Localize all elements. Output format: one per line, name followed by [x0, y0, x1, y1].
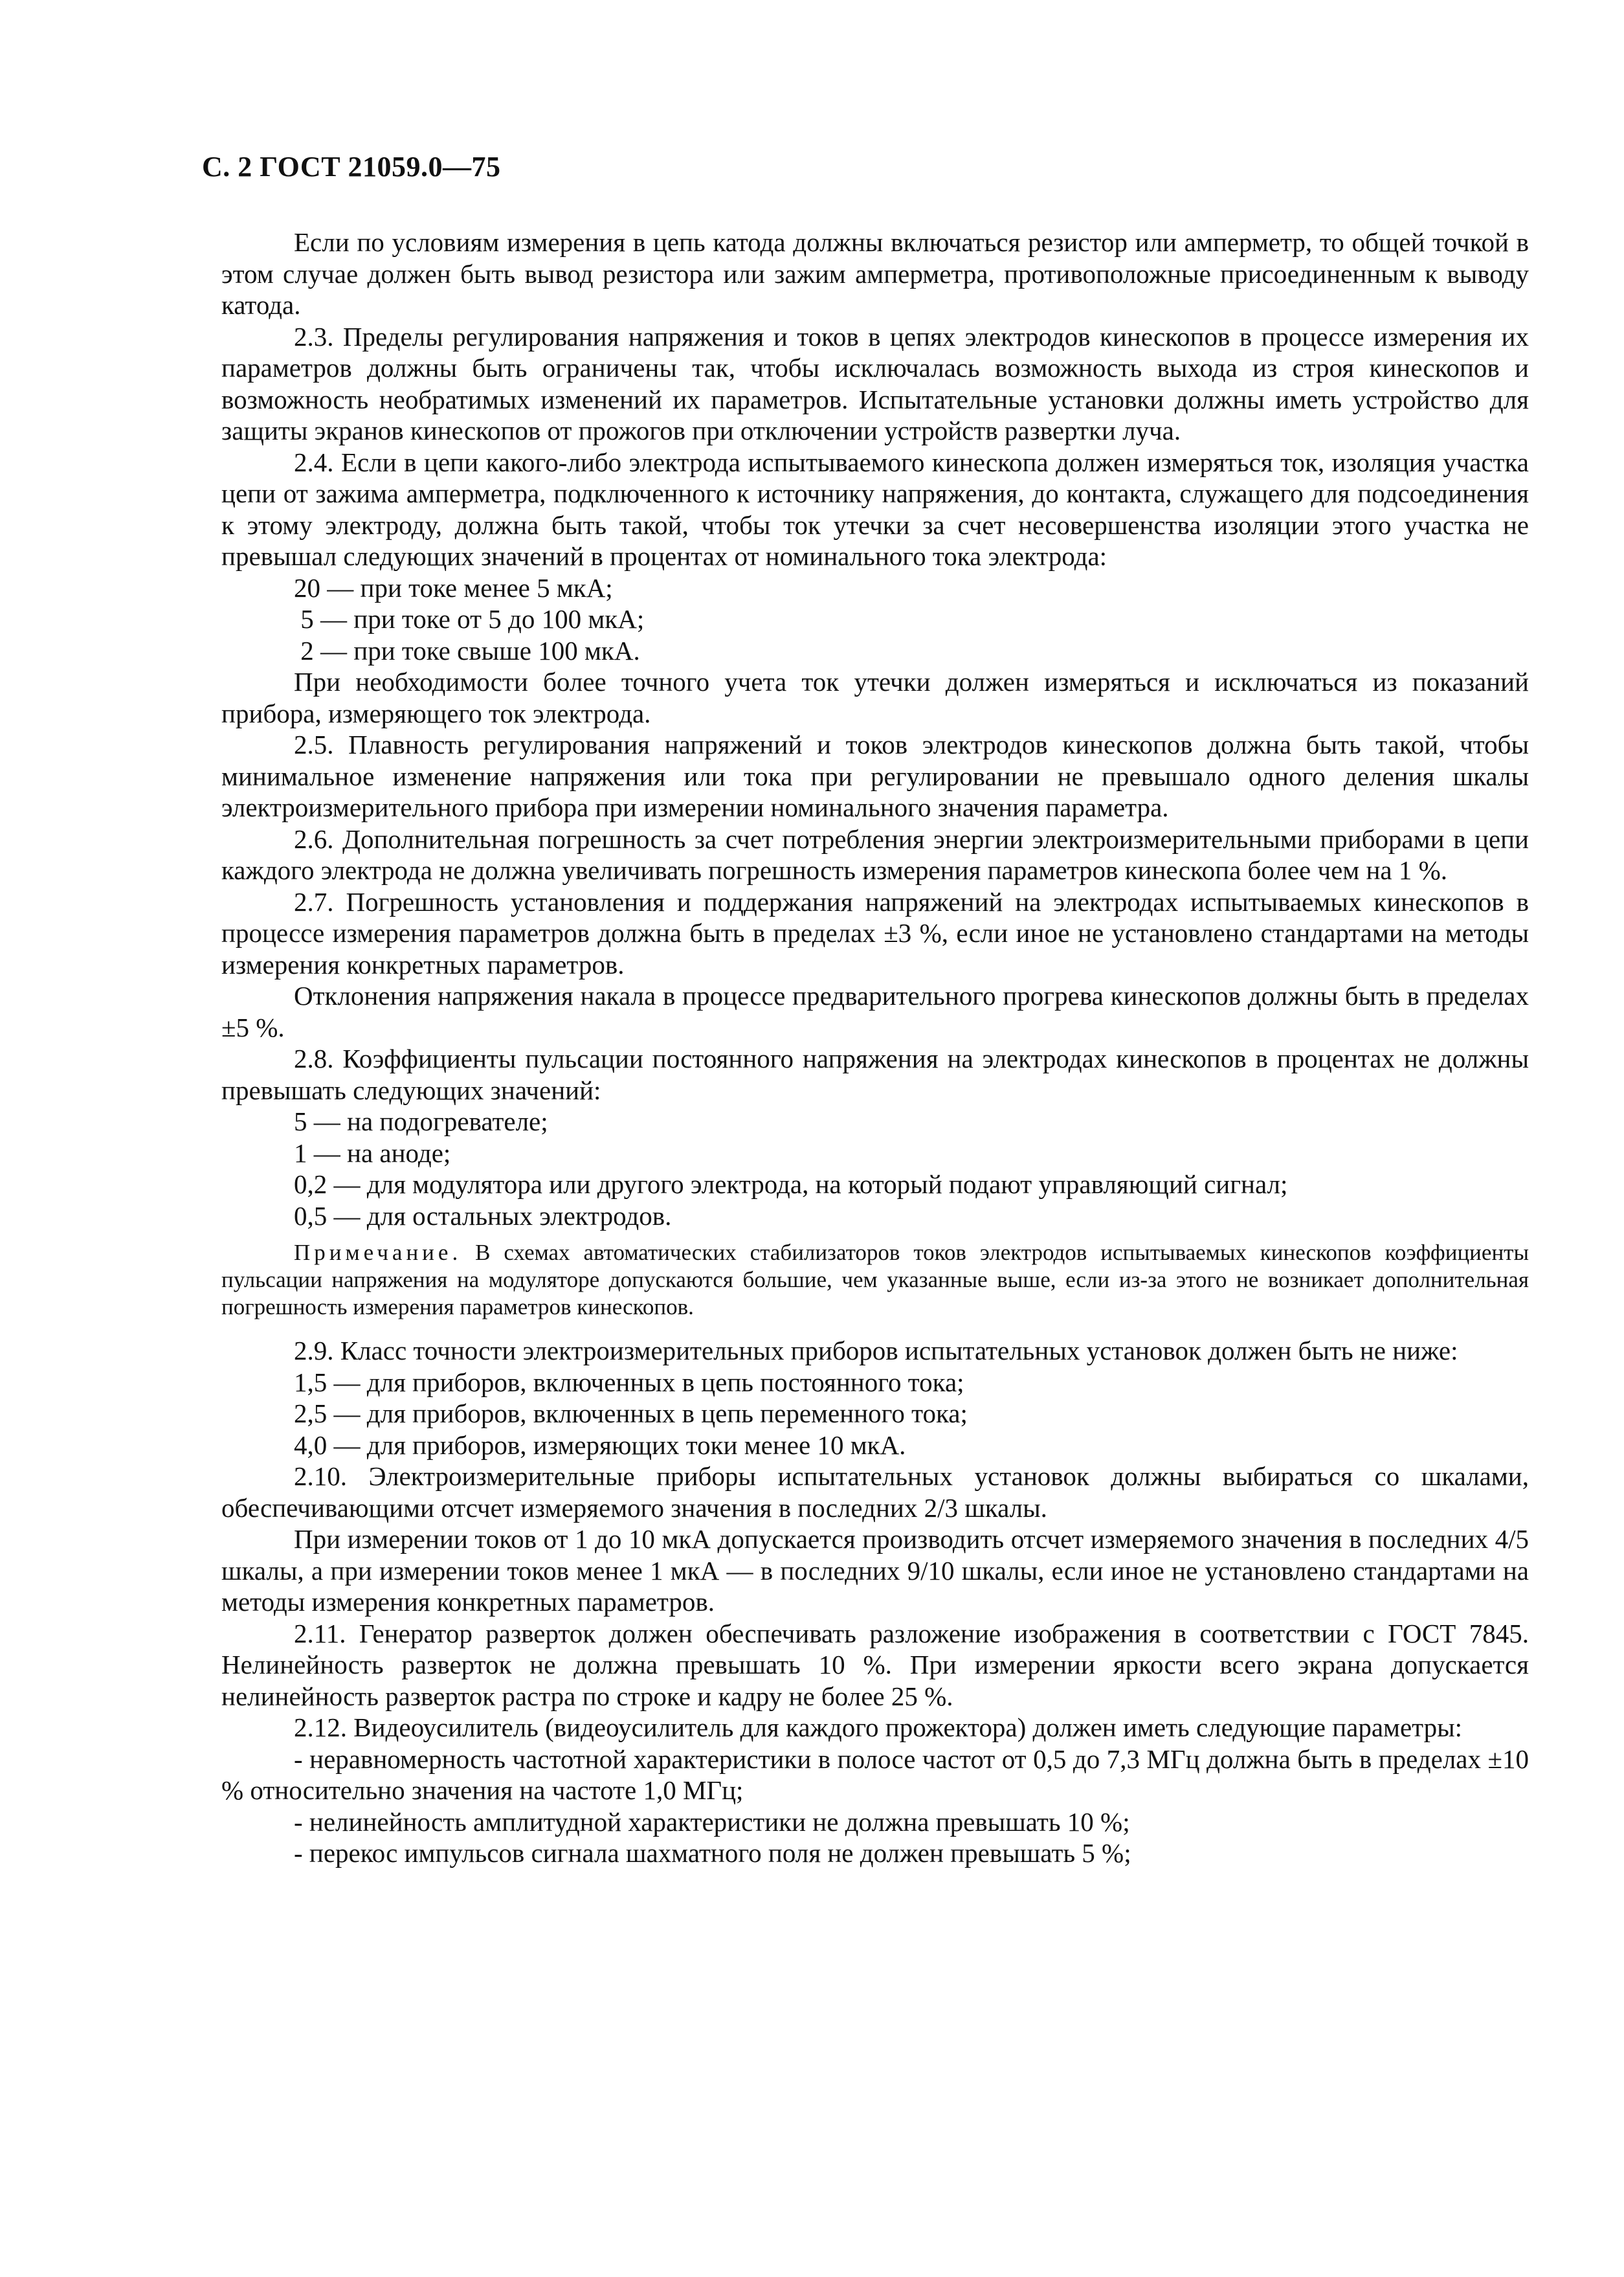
paragraph-2-12-frequency: - неравномерность частотной характеристики в полосе частот от 0,5 до 7,3 МГц должна быть в пределах ±10 % относительно значения на частоте 1,0 МГц;: [221, 1744, 1529, 1805]
paragraph-2-12: 2.12. Видеоусилитель (видеоусилитель для каждого прожектора) должен иметь следующие параметры:: [294, 1712, 1463, 1742]
paragraph-2-11: 2.11. Генератор разверток должен обеспечивать разложение изображения в соответствии с ГОСТ 7845. Нелинейность разверток не должна превышать 10 %. При измерении яркости всего экрана допускается нелинейность разверток растра по строке и кадру не более 25 %.: [221, 1618, 1529, 1711]
paragraph-2-12-amplitude: - нелинейность амплитудной характеристики не должна превышать 10 %;: [294, 1806, 1130, 1837]
paragraph-2-3: 2.3. Пределы регулирования напряжения и токов в цепях электродов кинескопов в процессе измерения их параметров должны быть ограничены так, чтобы исключалась возможность выхода из строя кинескопов и возможность необратимых изменений их параметров. Испытательные установки должны иметь устройство для защиты экранов кинескопов от прожогов при отключении устройств развертки луча.: [221, 321, 1529, 445]
list-item-class-dc: 1,5 — для приборов, включенных в цепь постоянного тока;: [294, 1367, 964, 1397]
paragraph-2-4: 2.4. Если в цепи какого-либо электрода испытываемого кинескопа должен измеряться ток, изоляция участка цепи от зажима амперметра, подключенного к источнику напряжения, до контакта, служащего для подсоединения к этому электроду, должна быть такой, чтобы ток утечки за счет несовершенства изоляции этого участка не превышал следующих значений в процентах от номинального тока электрода:: [221, 447, 1529, 571]
list-item-leakage-20: 20 — при токе менее 5 мкА;: [294, 572, 613, 603]
list-item-ripple-heater: 5 — на подогревателе;: [294, 1106, 548, 1136]
paragraph-2-6: 2.6. Дополнительная погрешность за счет потребления энергии электроизмерительными приборами в цепи каждого электрода не должна увеличивать погрешность измерения параметров кинескопа более чем на 1 %.: [221, 824, 1529, 885]
paragraph-2-7-heater: Отклонения напряжения накала в процессе предварительного прогрева кинескопов должны быть в пределах ±5 %.: [221, 981, 1529, 1042]
note-label: Примечание.: [294, 1240, 462, 1265]
list-item-class-ac: 2,5 — для приборов, включенных в цепь переменного тока;: [294, 1398, 968, 1428]
list-item-ripple-anode: 1 — на аноде;: [294, 1138, 451, 1168]
paragraph-2-10-scale: При измерении токов от 1 до 10 мкА допускается производить отсчет измеряемого значения в последних 4/5 шкалы, а при измерении токов менее 1 мкА — в последних 9/10 шкалы, если иное не установлено стандартами на методы измерения конкретных параметров.: [221, 1524, 1529, 1617]
list-item-leakage-5: 5 — при токе от 5 до 100 мкА;: [294, 604, 645, 634]
paragraph-2-12-tilt: - перекос импульсов сигнала шахматного поля не должен превышать 5 %;: [294, 1838, 1131, 1868]
list-item-class-low-current: 4,0 — для приборов, измеряющих токи менее 10 мкА.: [294, 1430, 906, 1460]
note-text: В схемах автоматических стабилизаторов токов электродов испытываемых кинескопов коэффициенты пульсации напряжения на модуляторе допускаются большие, чем указанные выше, если из-за этого не возникает дополнительная погрешность измерения параметров кинескопов.: [221, 1240, 1529, 1319]
paragraph-2-10: 2.10. Электроизмерительные приборы испытательных установок должны выбираться со шкалами, обеспечивающими отсчет измеряемого значения в последних 2/3 шкалы.: [221, 1461, 1529, 1523]
document-body: [221, 227, 1529, 1869]
list-item-leakage-2: 2 — при токе свыше 100 мкА.: [294, 635, 640, 666]
paragraph-2-8: 2.8. Коэффициенты пульсации постоянного напряжения на электродах кинескопов в процентах не должны превышать следующих значений:: [221, 1044, 1529, 1105]
list-item-ripple-modulator: 0,2 — для модулятора или другого электрода, на который подают управляющий сигнал;: [294, 1169, 1288, 1199]
page-header: С. 2 ГОСТ 21059.0—75: [202, 151, 501, 183]
paragraph-2-7: 2.7. Погрешность установления и поддержания напряжений на электродах испытываемых кинескопов в процессе измерения параметров должна быть в пределах ±3 %, если иное не установлено стандартами на методы измерения конкретных параметров.: [221, 886, 1529, 980]
note: [221, 1239, 1529, 1321]
paragraph-cathode: Если по условиям измерения в цепь катода должны включаться резистор или амперметр, то общей точкой в этом случае должен быть вывод резистора или зажим амперметра, противоположные присоединенным к выводу катода.: [221, 227, 1529, 320]
paragraph-2-4-accuracy: При необходимости более точного учета ток утечки должен измеряться и исключаться из показаний прибора, измеряющего ток электрода.: [221, 667, 1529, 728]
list-item-ripple-other: 0,5 — для остальных электродов.: [294, 1200, 672, 1231]
paragraph-2-9: 2.9. Класс точности электроизмерительных приборов испытательных установок должен быть не ниже:: [294, 1336, 1458, 1365]
paragraph-2-5: 2.5. Плавность регулирования напряжений и токов электродов кинескопов должна быть такой, чтобы минимальное изменение напряжения или тока при регулировании не превышало одного деления шкалы электроизмерительного прибора при измерении номинального значения параметра.: [221, 730, 1529, 822]
